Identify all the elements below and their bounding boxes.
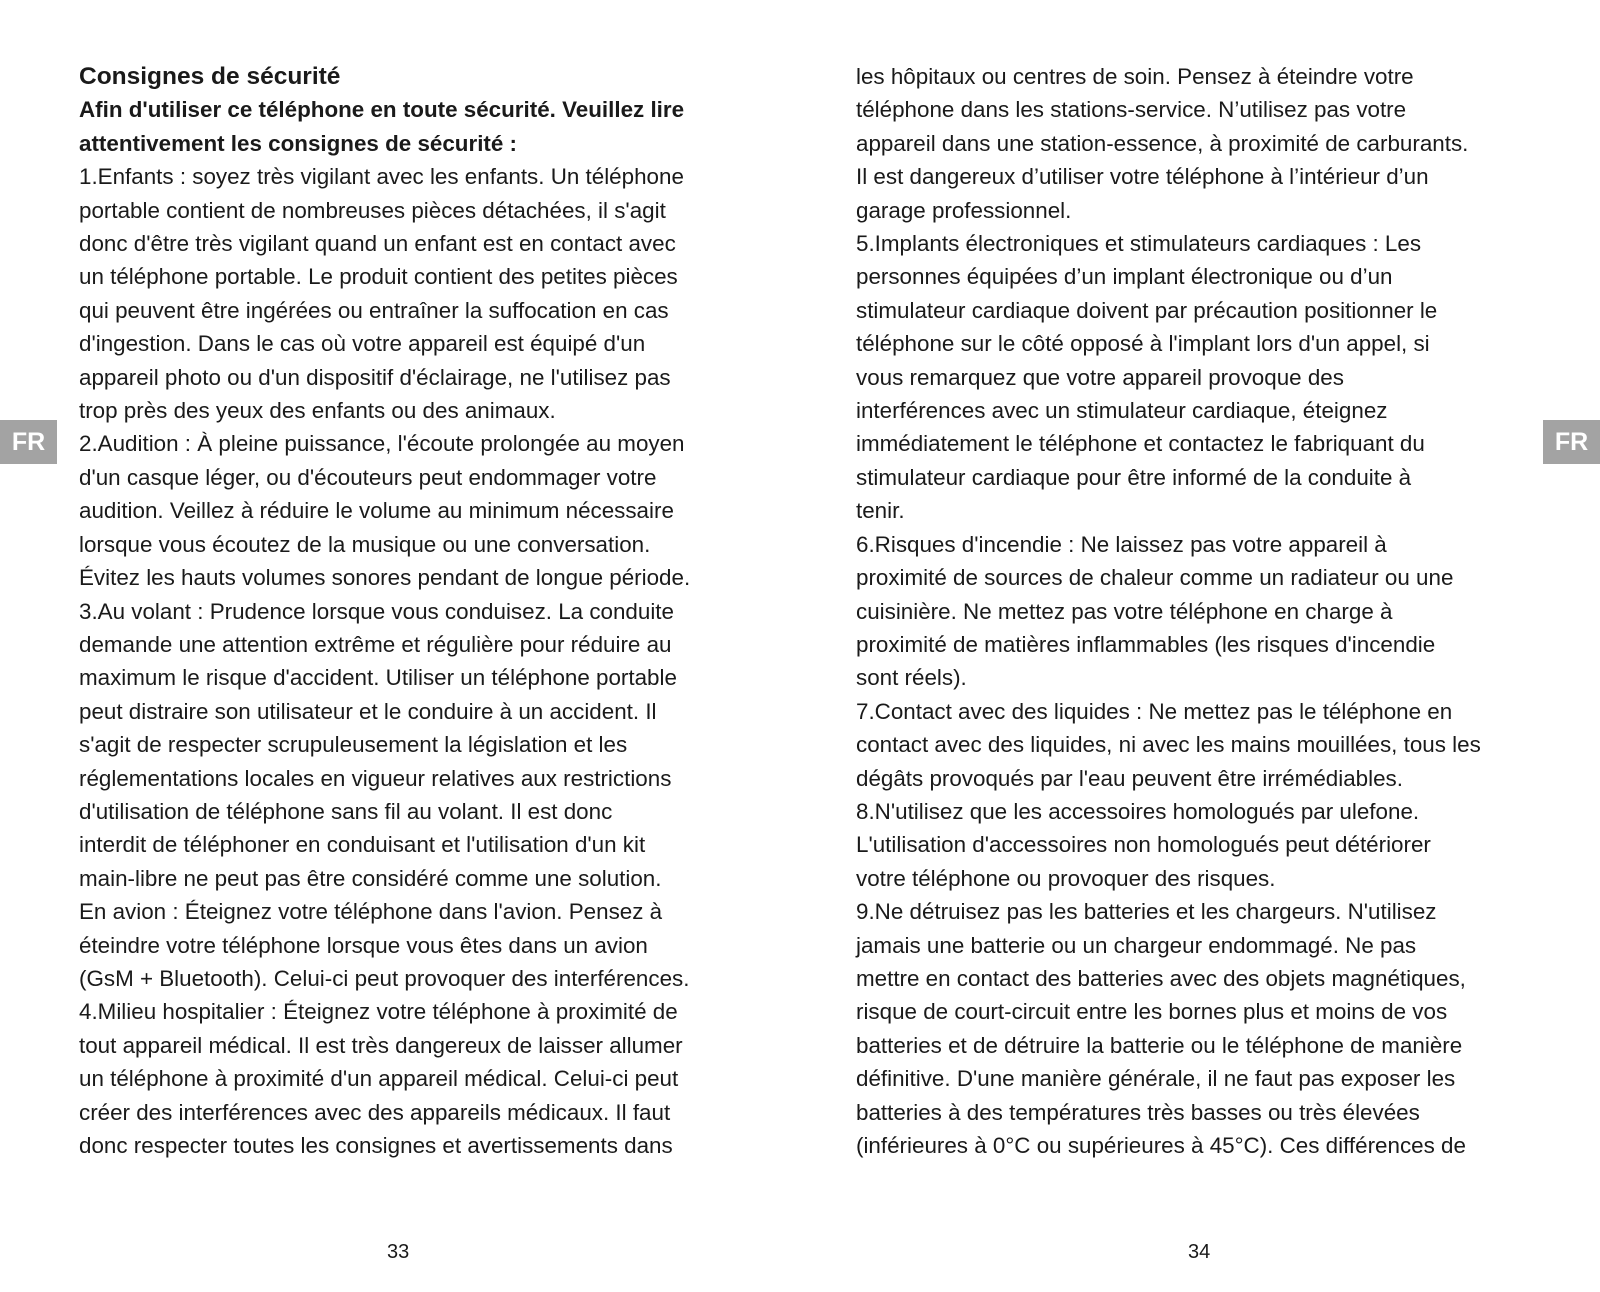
text-line: tenir. xyxy=(856,498,905,524)
text-line: téléphone sur le côté opposé à l'implant lors d'un appel, si xyxy=(856,331,1430,357)
text-line: 7.Contact avec des liquides : Ne mettez pas le téléphone en xyxy=(856,698,1453,724)
text-line: éteindre votre téléphone lorsque vous êtes dans un avion xyxy=(79,932,648,958)
text-line: définitive. D'une manière générale, il ne faut pas exposer les xyxy=(856,1066,1456,1092)
text-line: mettre en contact des batteries avec des objets magnétiques, xyxy=(856,965,1466,991)
text-line: lorsque vous écoutez de la musique ou une conversation. xyxy=(79,531,651,557)
text-line: (inférieures à 0°C ou supérieures à 45°C). Ces différences de xyxy=(856,1133,1466,1158)
text-line: les hôpitaux ou centres de soin. Pensez à éteindre votre xyxy=(856,64,1414,89)
text-line: stimulateur cardiaque doivent par précaution positionner le xyxy=(856,297,1438,323)
left-body-text xyxy=(79,160,759,1162)
text-line: appareil photo ou d'un dispositif d'éclairage, ne l'utilisez pas xyxy=(79,364,671,390)
text-line: (GsM + Bluetooth). Celui-ci peut provoquer des interférences. xyxy=(79,965,690,991)
text-line: 5.Implants électroniques et stimulateurs cardiaques : Les xyxy=(856,231,1422,257)
text-line: 6.Risques d'incendie : Ne laissez pas votre appareil à xyxy=(856,531,1387,557)
right-page xyxy=(800,0,1600,1292)
text-line: jamais une batterie ou un chargeur endommagé. Ne pas xyxy=(856,932,1417,958)
section-heading: Consignes de sécurité xyxy=(79,63,341,90)
subheading xyxy=(79,93,759,160)
text-line: qui peuvent être ingérées ou entraîner la suffocation en cas xyxy=(79,297,669,323)
text-line: d'utilisation de téléphone sans fil au volant. Il est donc xyxy=(79,798,613,824)
text-line: dégâts provoqués par l'eau peuvent être irrémédiables. xyxy=(856,765,1403,791)
text-line: un téléphone portable. Le produit contient des petites pièces xyxy=(79,264,678,290)
subheading-line: attentivement les consignes de sécurité : xyxy=(79,130,518,156)
left-text-column xyxy=(79,60,759,1162)
text-line: 9.Ne détruisez pas les batteries et les chargeurs. N'utilisez xyxy=(856,899,1437,925)
language-tab: FR xyxy=(1543,420,1600,464)
text-line: L'utilisation d'accessoires non homologués peut détériorer xyxy=(856,832,1431,858)
text-line: interférences avec un stimulateur cardiaque, éteignez xyxy=(856,398,1388,424)
text-line: proximité de matières inflammables (les risques d'incendie xyxy=(856,631,1436,657)
right-body-text xyxy=(856,60,1546,1162)
page-number: 34 xyxy=(1188,1241,1211,1263)
subheading-line: Afin d'utiliser ce téléphone en toute sécurité. Veuillez lire xyxy=(79,97,685,123)
text-line: peut distraire son utilisateur et le conduire à un accident. Il xyxy=(79,698,657,724)
page-number: 33 xyxy=(387,1241,410,1263)
text-line: cuisinière. Ne mettez pas votre téléphone en charge à xyxy=(856,598,1393,624)
text-line: immédiatement le téléphone et contactez le fabriquant du xyxy=(856,431,1425,457)
text-line: portable contient de nombreuses pièces détachées, il s'agit xyxy=(79,197,666,223)
text-line: 2.Audition : À pleine puissance, l'écoute prolongée au moyen xyxy=(79,431,685,457)
text-line: interdit de téléphoner en conduisant et l'utilisation d'un kit xyxy=(79,832,646,858)
text-line: s'agit de respecter scrupuleusement la législation et les xyxy=(79,732,628,758)
text-line: d'un casque léger, ou d'écouteurs peut endommager votre xyxy=(79,464,657,490)
text-line: Évitez les hauts volumes sonores pendant de longue période. xyxy=(79,565,691,591)
text-line: tout appareil médical. Il est très dangereux de laisser allumer xyxy=(79,1032,683,1058)
text-line: garage professionnel. xyxy=(856,197,1072,223)
text-line: donc d'être très vigilant quand un enfant est en contact avec xyxy=(79,231,676,257)
text-line: audition. Veillez à réduire le volume au minimum nécessaire xyxy=(79,498,674,524)
text-line: risque de court-circuit entre les bornes plus et moins de vos xyxy=(856,999,1448,1025)
text-line: trop près des yeux des enfants ou des animaux. xyxy=(79,398,556,424)
text-line: 3.Au volant : Prudence lorsque vous conduisez. La conduite xyxy=(79,598,674,624)
text-line: réglementations locales en vigueur relatives aux restrictions xyxy=(79,765,672,791)
text-line: En avion : Éteignez votre téléphone dans l'avion. Pensez à xyxy=(79,899,663,925)
text-line: contact avec des liquides, ni avec les mains mouillées, tous les xyxy=(856,732,1481,758)
text-line: 4.Milieu hospitalier : Éteignez votre téléphone à proximité de xyxy=(79,999,678,1025)
text-line: sont réels). xyxy=(856,665,967,691)
language-tab: FR xyxy=(0,420,57,464)
text-line: créer des interférences avec des appareils médicaux. Il faut xyxy=(79,1099,671,1125)
text-line: batteries à des températures très basses ou très élevées xyxy=(856,1099,1420,1125)
text-line: demande une attention extrême et régulière pour réduire au xyxy=(79,631,672,657)
text-line: proximité de sources de chaleur comme un radiateur ou une xyxy=(856,565,1454,591)
text-line: un téléphone à proximité d'un appareil médical. Celui-ci peut xyxy=(79,1066,679,1092)
text-line: 1.Enfants : soyez très vigilant avec les enfants. Un téléphone xyxy=(79,164,684,190)
text-line: stimulateur cardiaque pour être informé de la conduite à xyxy=(856,464,1412,490)
text-line: personnes équipées d’un implant électronique ou d’un xyxy=(856,264,1393,290)
text-line: appareil dans une station-essence, à proximité de carburants. xyxy=(856,130,1469,156)
text-line: d'ingestion. Dans le cas où votre appareil est équipé d'un xyxy=(79,331,646,357)
text-line: téléphone dans les stations-service. N’utilisez pas votre xyxy=(856,97,1407,123)
text-line: donc respecter toutes les consignes et avertissements dans xyxy=(79,1133,673,1158)
text-line: maximum le risque d'accident. Utiliser un téléphone portable xyxy=(79,665,677,691)
text-line: votre téléphone ou provoquer des risques. xyxy=(856,865,1276,891)
text-line: vous remarquez que votre appareil provoque des xyxy=(856,364,1344,390)
text-line: Il est dangereux d’utiliser votre téléphone à l’intérieur d’un xyxy=(856,164,1429,190)
text-line: 8.N'utilisez que les accessoires homologués par ulefone. xyxy=(856,798,1420,824)
text-line: main-libre ne peut pas être considéré comme une solution. xyxy=(79,865,662,891)
right-text-column xyxy=(856,60,1546,1162)
text-line: batteries et de détruire la batterie ou le téléphone de manière xyxy=(856,1032,1463,1058)
